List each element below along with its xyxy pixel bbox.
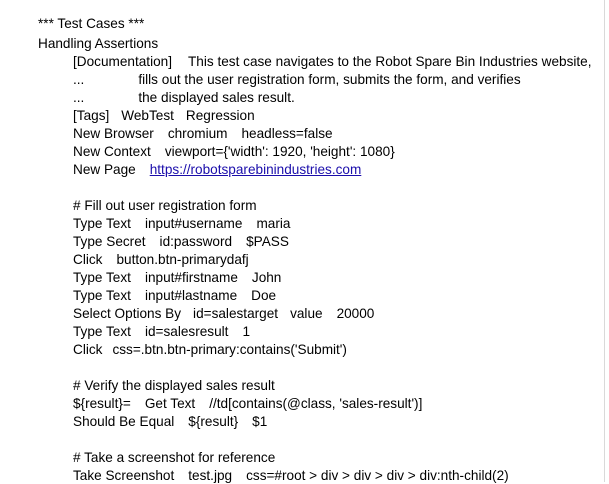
- tag-value: Regression: [185, 108, 255, 123]
- argument: chromium: [167, 126, 228, 141]
- keyword: Type Text: [73, 216, 131, 231]
- step-line: [73, 270, 281, 286]
- argument: id=salestarget: [193, 306, 279, 321]
- argument: input#username: [144, 216, 243, 231]
- documentation-text-1: This test case navigates to the Robot Spare Bin Industries website,: [188, 54, 592, 69]
- new-browser-line: [73, 126, 333, 142]
- keyword: New Browser: [73, 126, 154, 141]
- argument: id:password: [159, 234, 233, 249]
- argument: maria: [256, 216, 291, 231]
- keyword: Get Text: [144, 396, 196, 411]
- documentation-text-3: the displayed sales result.: [138, 90, 295, 105]
- test-case-name: Handling Assertions: [38, 36, 159, 51]
- step-line: [73, 216, 290, 232]
- step-line: [73, 342, 347, 358]
- new-page-line: [73, 162, 361, 178]
- argument: value: [290, 306, 323, 321]
- step-line: [73, 234, 289, 250]
- argument: css=#root > div > div > div > div:nth-child(2): [246, 468, 509, 483]
- argument: test.jpg: [188, 468, 233, 483]
- argument: input#lastname: [144, 288, 238, 303]
- tags-line: [73, 108, 255, 124]
- argument: viewport={'width': 1920, 'height': 1080}: [164, 144, 395, 159]
- tag-value: WebTest: [121, 108, 174, 123]
- keyword: New Context: [73, 144, 151, 159]
- keyword: Type Text: [73, 270, 131, 285]
- tags-keyword: [Tags]: [73, 108, 110, 123]
- step-line: [73, 252, 249, 268]
- keyword: Type Text: [73, 288, 131, 303]
- documentation-text-2: fills out the user registration form, submits the form, and verifies: [138, 72, 521, 87]
- keyword: Click: [73, 342, 103, 357]
- step-line: [73, 414, 267, 430]
- argument: 20000: [336, 306, 375, 321]
- documentation-line-1: [73, 54, 592, 70]
- continuation-marker: ...: [73, 90, 85, 105]
- argument: //td[contains(@class, 'sales-result')]: [209, 396, 423, 411]
- step-line: [73, 396, 422, 412]
- argument: 1: [242, 324, 250, 339]
- argument: Doe: [251, 288, 277, 303]
- argument: headless=false: [241, 126, 333, 141]
- keyword: New Page: [73, 162, 136, 177]
- step-line: [73, 288, 276, 304]
- keyword: Type Secret: [73, 234, 146, 249]
- comment-screenshot: # Take a screenshot for reference: [73, 450, 276, 465]
- comment-fill-form: # Fill out user registration form: [73, 198, 257, 213]
- variable-assignment: ${result}=: [73, 396, 131, 411]
- argument: $1: [252, 414, 268, 429]
- continuation-marker: ...: [73, 72, 85, 87]
- section-header: *** Test Cases ***: [38, 16, 145, 31]
- argument: input#firstname: [144, 270, 238, 285]
- argument: button.btn-primarydafj: [116, 252, 249, 267]
- argument: css=.btn.btn-primary:contains('Submit'): [112, 342, 347, 357]
- keyword: Select Options By: [73, 306, 182, 321]
- documentation-keyword: [Documentation]: [73, 54, 172, 69]
- keyword: Should Be Equal: [73, 414, 175, 429]
- argument: $PASS: [246, 234, 289, 249]
- website-link[interactable]: https://robotsparebinindustries.com: [149, 162, 362, 177]
- documentation-line-2: [73, 72, 521, 88]
- argument: id=salesresult: [144, 324, 229, 339]
- documentation-line-3: [73, 90, 295, 106]
- comment-verify: # Verify the displayed sales result: [73, 378, 275, 393]
- argument: ${result}: [188, 414, 239, 429]
- keyword: Type Text: [73, 324, 131, 339]
- step-line: [73, 324, 250, 340]
- keyword: Take Screenshot: [73, 468, 175, 483]
- step-line: [73, 306, 374, 322]
- page-edge-divider: [604, 0, 605, 482]
- argument: John: [251, 270, 282, 285]
- keyword: Click: [73, 252, 103, 267]
- new-context-line: [73, 144, 395, 160]
